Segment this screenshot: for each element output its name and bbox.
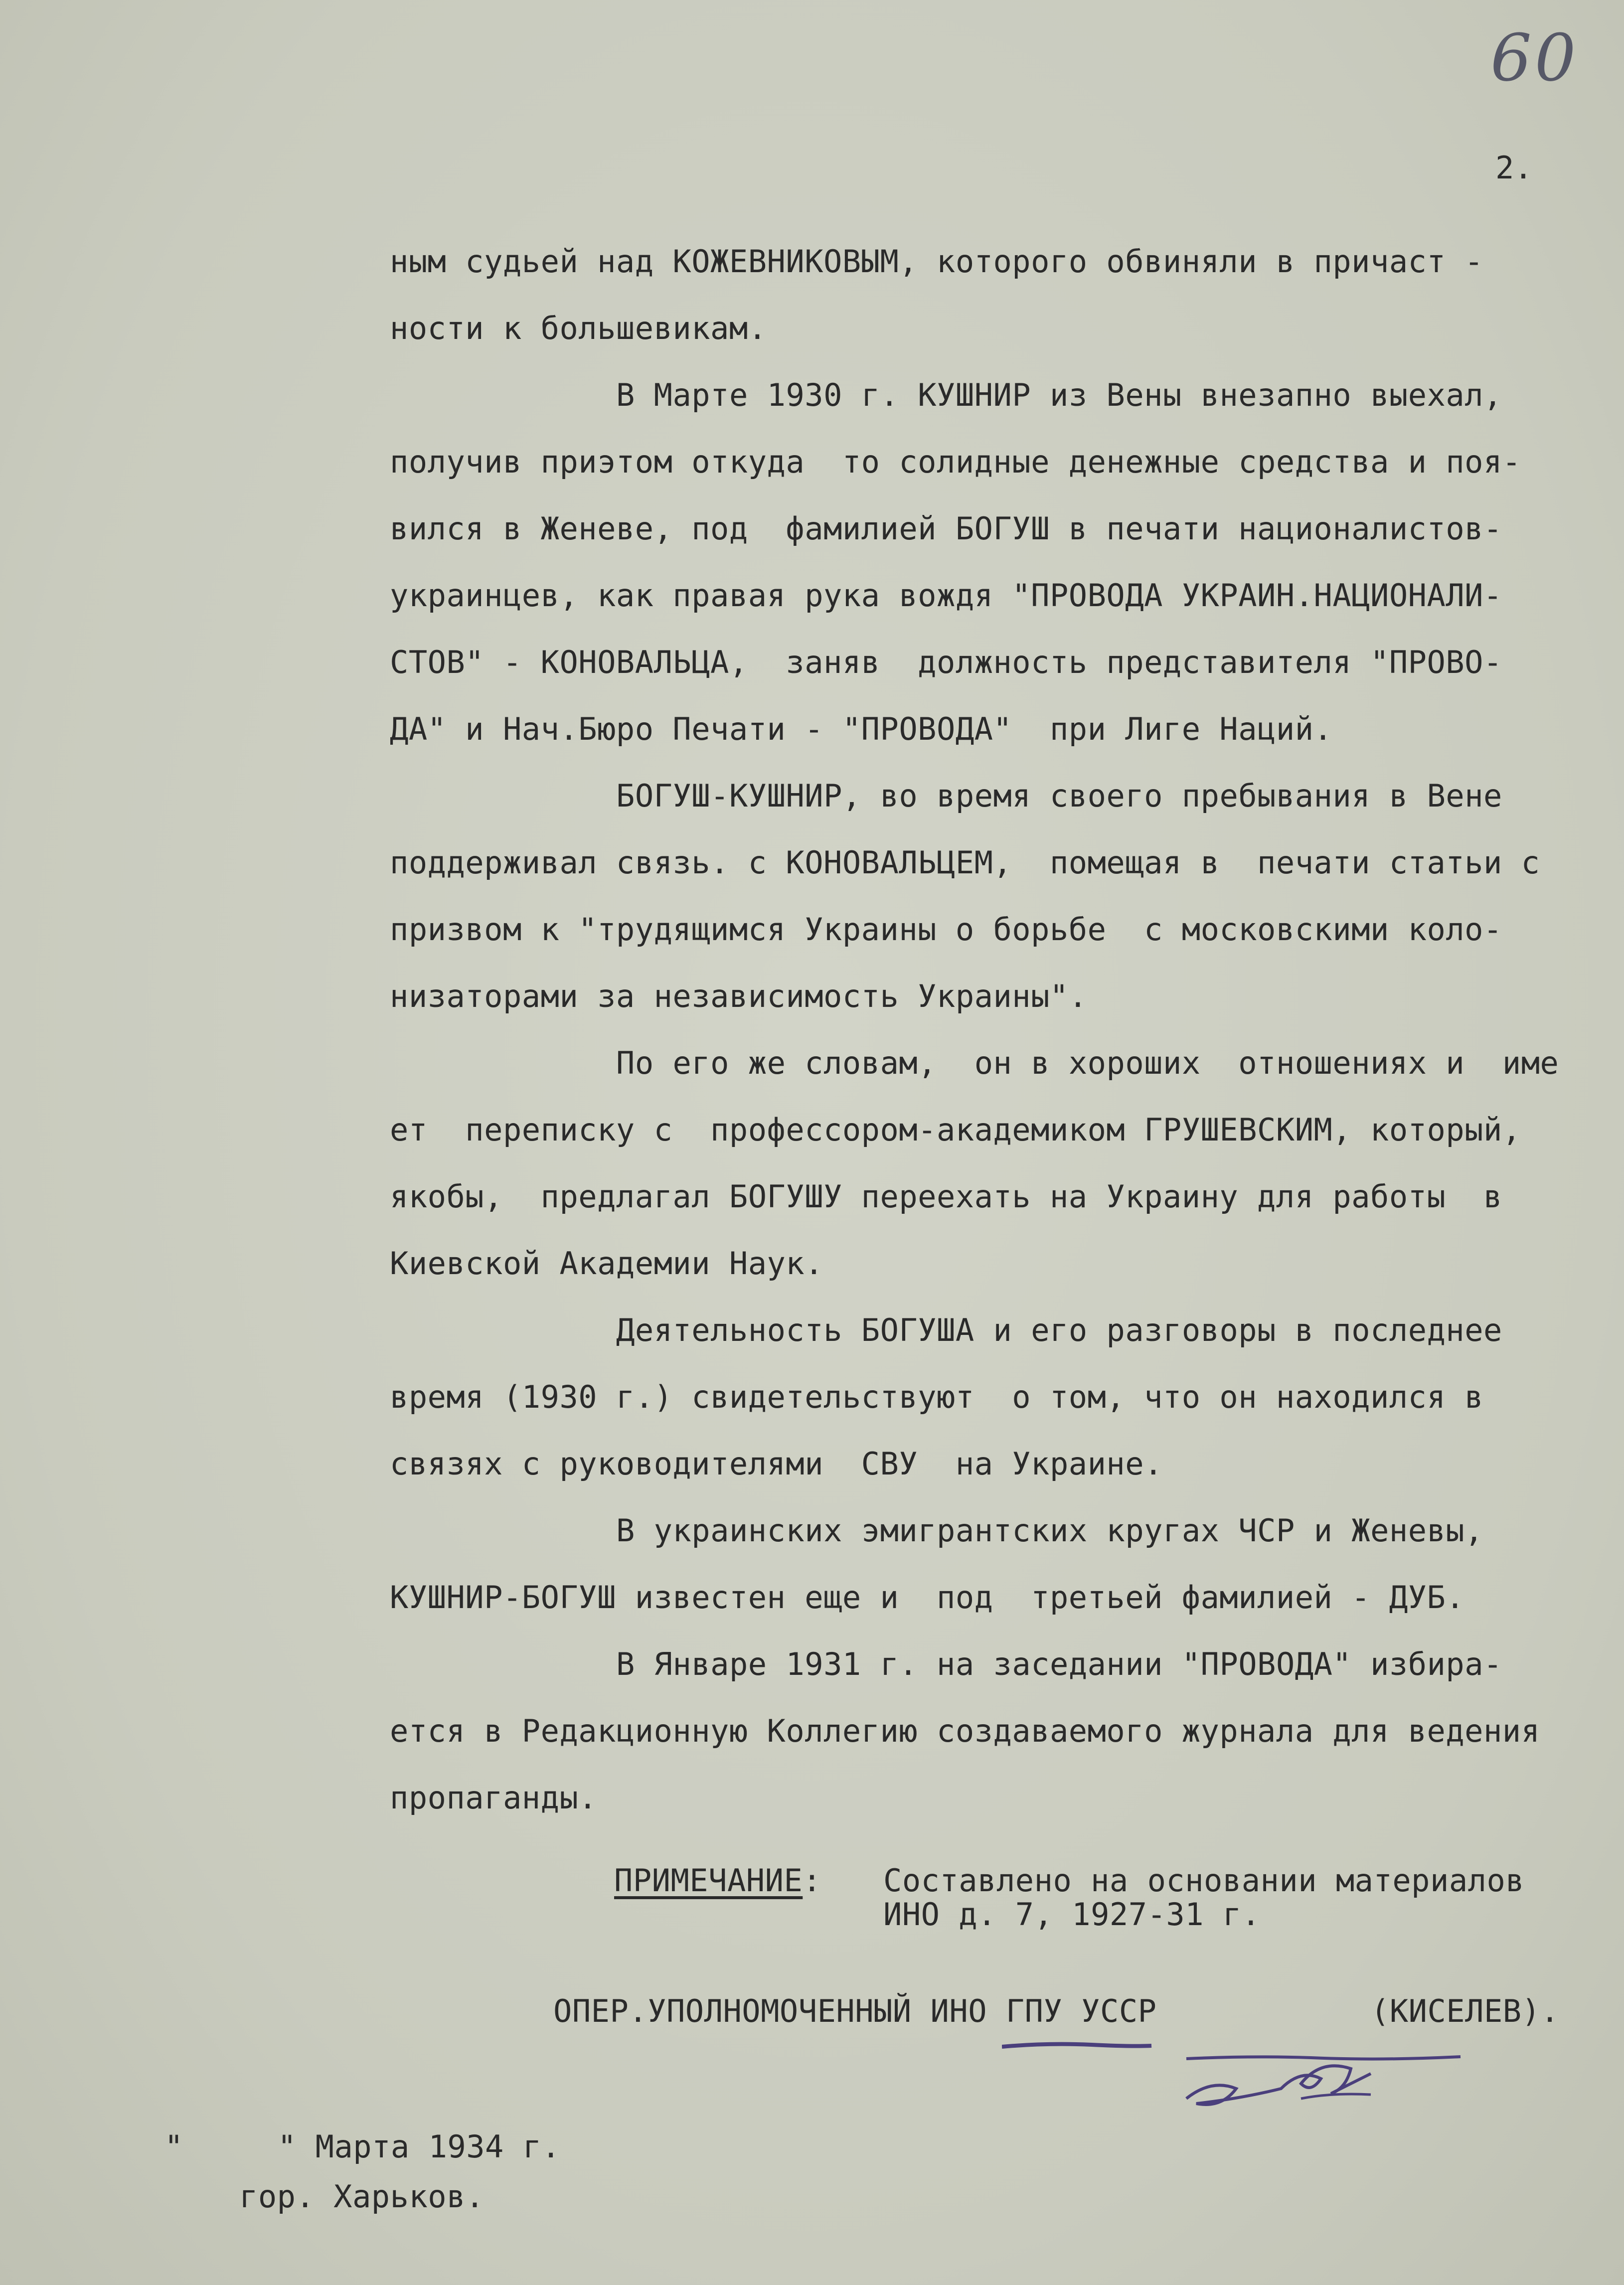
- body-line: ется в Редакционную Коллегию создаваемого журнала для ведения: [390, 1713, 1540, 1749]
- body-line: В Марте 1930 г. КУШНИР из Вены внезапно выехал,: [616, 377, 1502, 413]
- place-line: гор. Харьков.: [239, 2178, 485, 2215]
- body-line: получив приэтом откуда то солидные денежные средства и поя-: [390, 444, 1521, 480]
- archive-page-number: 60: [1490, 20, 1579, 96]
- note-text-line: Составлено на основании материалов: [883, 1862, 1525, 1899]
- signatory-name: (КИСЕЛЕВ).: [1371, 1993, 1560, 2029]
- date-line: " " Марта 1934 г.: [164, 2128, 561, 2165]
- signatory-title: ОПЕР.УПОЛНОМОЧЕННЫЙ ИНО ГПУ УССР: [553, 1993, 1157, 2029]
- body-line: пропаганды.: [390, 1780, 598, 1816]
- body-line: время (1930 г.) свидетельствуют о том, что он находился в: [390, 1379, 1483, 1415]
- body-line: низаторами за независимость Украины".: [390, 978, 1088, 1014]
- body-line: призвом к "трудящимся Украины о борьбе с московскими коло-: [390, 911, 1502, 948]
- note-label: ПРИМЕЧАНИЕ: [614, 1862, 803, 1899]
- body-line: Киевской Академии Наук.: [390, 1245, 824, 1282]
- note-heading: [614, 1862, 822, 1899]
- body-line: В Январе 1931 г. на заседании "ПРОВОДА" избира-: [616, 1646, 1502, 1682]
- body-line: поддерживал связь. с КОНОВАЛЬЦЕМ, помещая в печати статьи с: [390, 844, 1540, 881]
- body-line: В украинских эмигрантских кругах ЧСР и Женевы,: [616, 1512, 1484, 1549]
- body-line: КУШНИР-БОГУШ известен еще и под третьей фамилией - ДУБ.: [390, 1579, 1465, 1616]
- body-line: ет переписку с профессором-академиком ГРУШЕВСКИМ, который,: [390, 1112, 1521, 1148]
- note-colon: :: [803, 1862, 822, 1899]
- signature-mark: [1002, 2039, 1480, 2138]
- body-line: По его же словам, он в хороших отношениях и име: [616, 1045, 1559, 1081]
- page-number: 2.: [1495, 150, 1533, 186]
- body-line: украинцев, как правая рука вождя "ПРОВОДА УКРАИН.НАЦИОНАЛИ-: [390, 577, 1502, 614]
- note-text-line: ИНО д. 7, 1927-31 г.: [883, 1896, 1261, 1933]
- body-line: ности к большевикам.: [390, 310, 767, 346]
- body-line: БОГУШ-КУШНИР, во время своего пребывания в Вене: [616, 778, 1502, 814]
- body-line: ДА" и Нач.Бюро Печати - "ПРОВОДА" при Лиге Наций.: [390, 711, 1333, 747]
- body-line: Деятельность БОГУША и его разговоры в последнее: [616, 1312, 1502, 1348]
- body-line: СТОВ" - КОНОВАЛЬЦА, заняв должность представителя "ПРОВО-: [390, 644, 1502, 680]
- body-line: связях с руководителями СВУ на Украине.: [390, 1446, 1163, 1482]
- body-line: якобы, предлагал БОГУШУ переехать на Украину для работы в: [390, 1178, 1502, 1215]
- body-line: вился в Женеве, под фамилией БОГУШ в печати националистов-: [390, 510, 1502, 547]
- body-line: ным судьей над КОЖЕВНИКОВЫМ, которого обвиняли в причаст -: [390, 243, 1483, 280]
